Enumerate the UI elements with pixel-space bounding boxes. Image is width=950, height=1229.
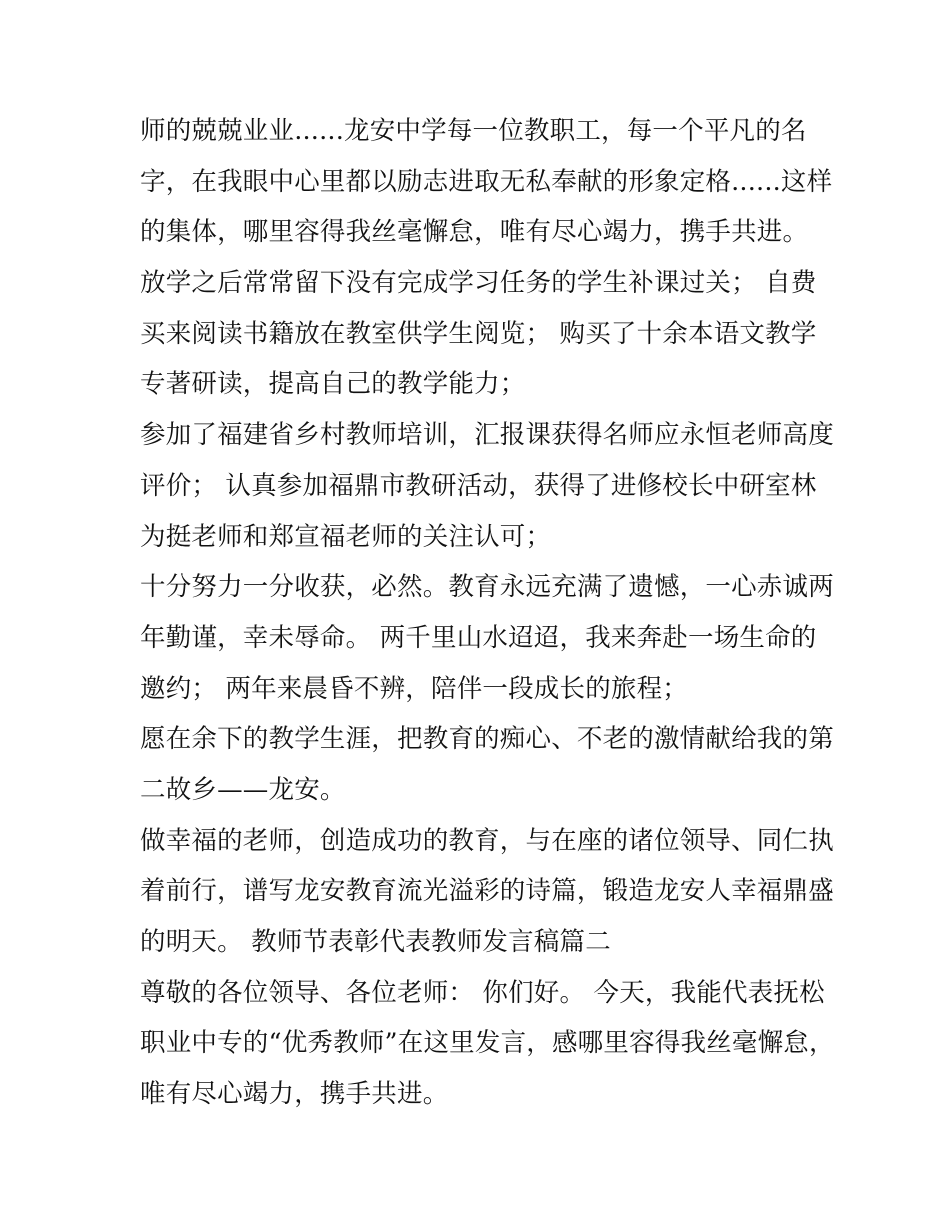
text-line: 十分努力一分收获，必然。教育永远充满了遗憾，一心赤诚两 [140,572,834,603]
text-line: 字，在我眼中心里都以励志进取无私奉献的形象定格......这样 [140,166,833,197]
text-line: 做幸福的老师，创造成功的教育，与在座的诸位领导、同仁执 [140,825,834,856]
paragraph [140,714,834,815]
text-line: 邀约； 两年来晨昏不辨，陪伴一段成长的旅程； [140,673,689,704]
text-line: 师的兢兢业业......龙安中学每一位教职工，每一个平凡的名 [140,116,807,146]
paragraph [140,968,835,1120]
text-line: 评价； 认真参加福鼎市教研活动，获得了进修校长中研室林 [140,470,817,501]
text-line: 尊敬的各位领导、各位老师： 你们好。 今天，我能代表抚松 [140,977,825,1008]
text-line: 专著研读，提高自己的教学能力； [140,369,526,400]
text-line: 参加了福建省乡村教师培训，汇报课获得名师应永恒老师高度 [140,420,834,451]
text-line: 的集体，哪里容得我丝毫懈怠，唯有尽心竭力，携手共进。 [140,217,809,248]
paragraph [140,562,834,714]
text-line: 愿在余下的教学生涯，把教育的痴心、不老的激情献给我的第 [140,724,834,755]
text-line: 职业中专的“优秀教师”在这里发言，感哪里容得我丝毫懈怠， [140,1028,835,1059]
text-line: 的明天。 教师节表彰代表教师发言稿篇二 [140,927,611,957]
text-line: 二故乡——龙安。 [140,774,346,805]
text-line: 年勤谨，幸未辱命。 两千里山水迢迢，我来奔赴一场生命的 [140,622,817,653]
text-line: 买来阅读书籍放在教室供学生阅览； 购买了十余本语文教学 [140,318,817,349]
paragraph [140,106,833,258]
text-line: 为挺老师和郑宣福老师的关注认可； [140,521,552,552]
text-line: 唯有尽心竭力，携手共进。 [140,1079,449,1110]
paragraph [140,816,834,968]
document-body [140,106,835,1120]
text-line: 着前行，谱写龙安教育流光溢彩的诗篇，锻造龙安人幸福鼎盛 [140,876,834,907]
paragraph [140,410,834,562]
text-line: 放学之后常常留下没有完成学习任务的学生补课过关； 自费 [140,268,817,299]
paragraph [140,258,820,410]
